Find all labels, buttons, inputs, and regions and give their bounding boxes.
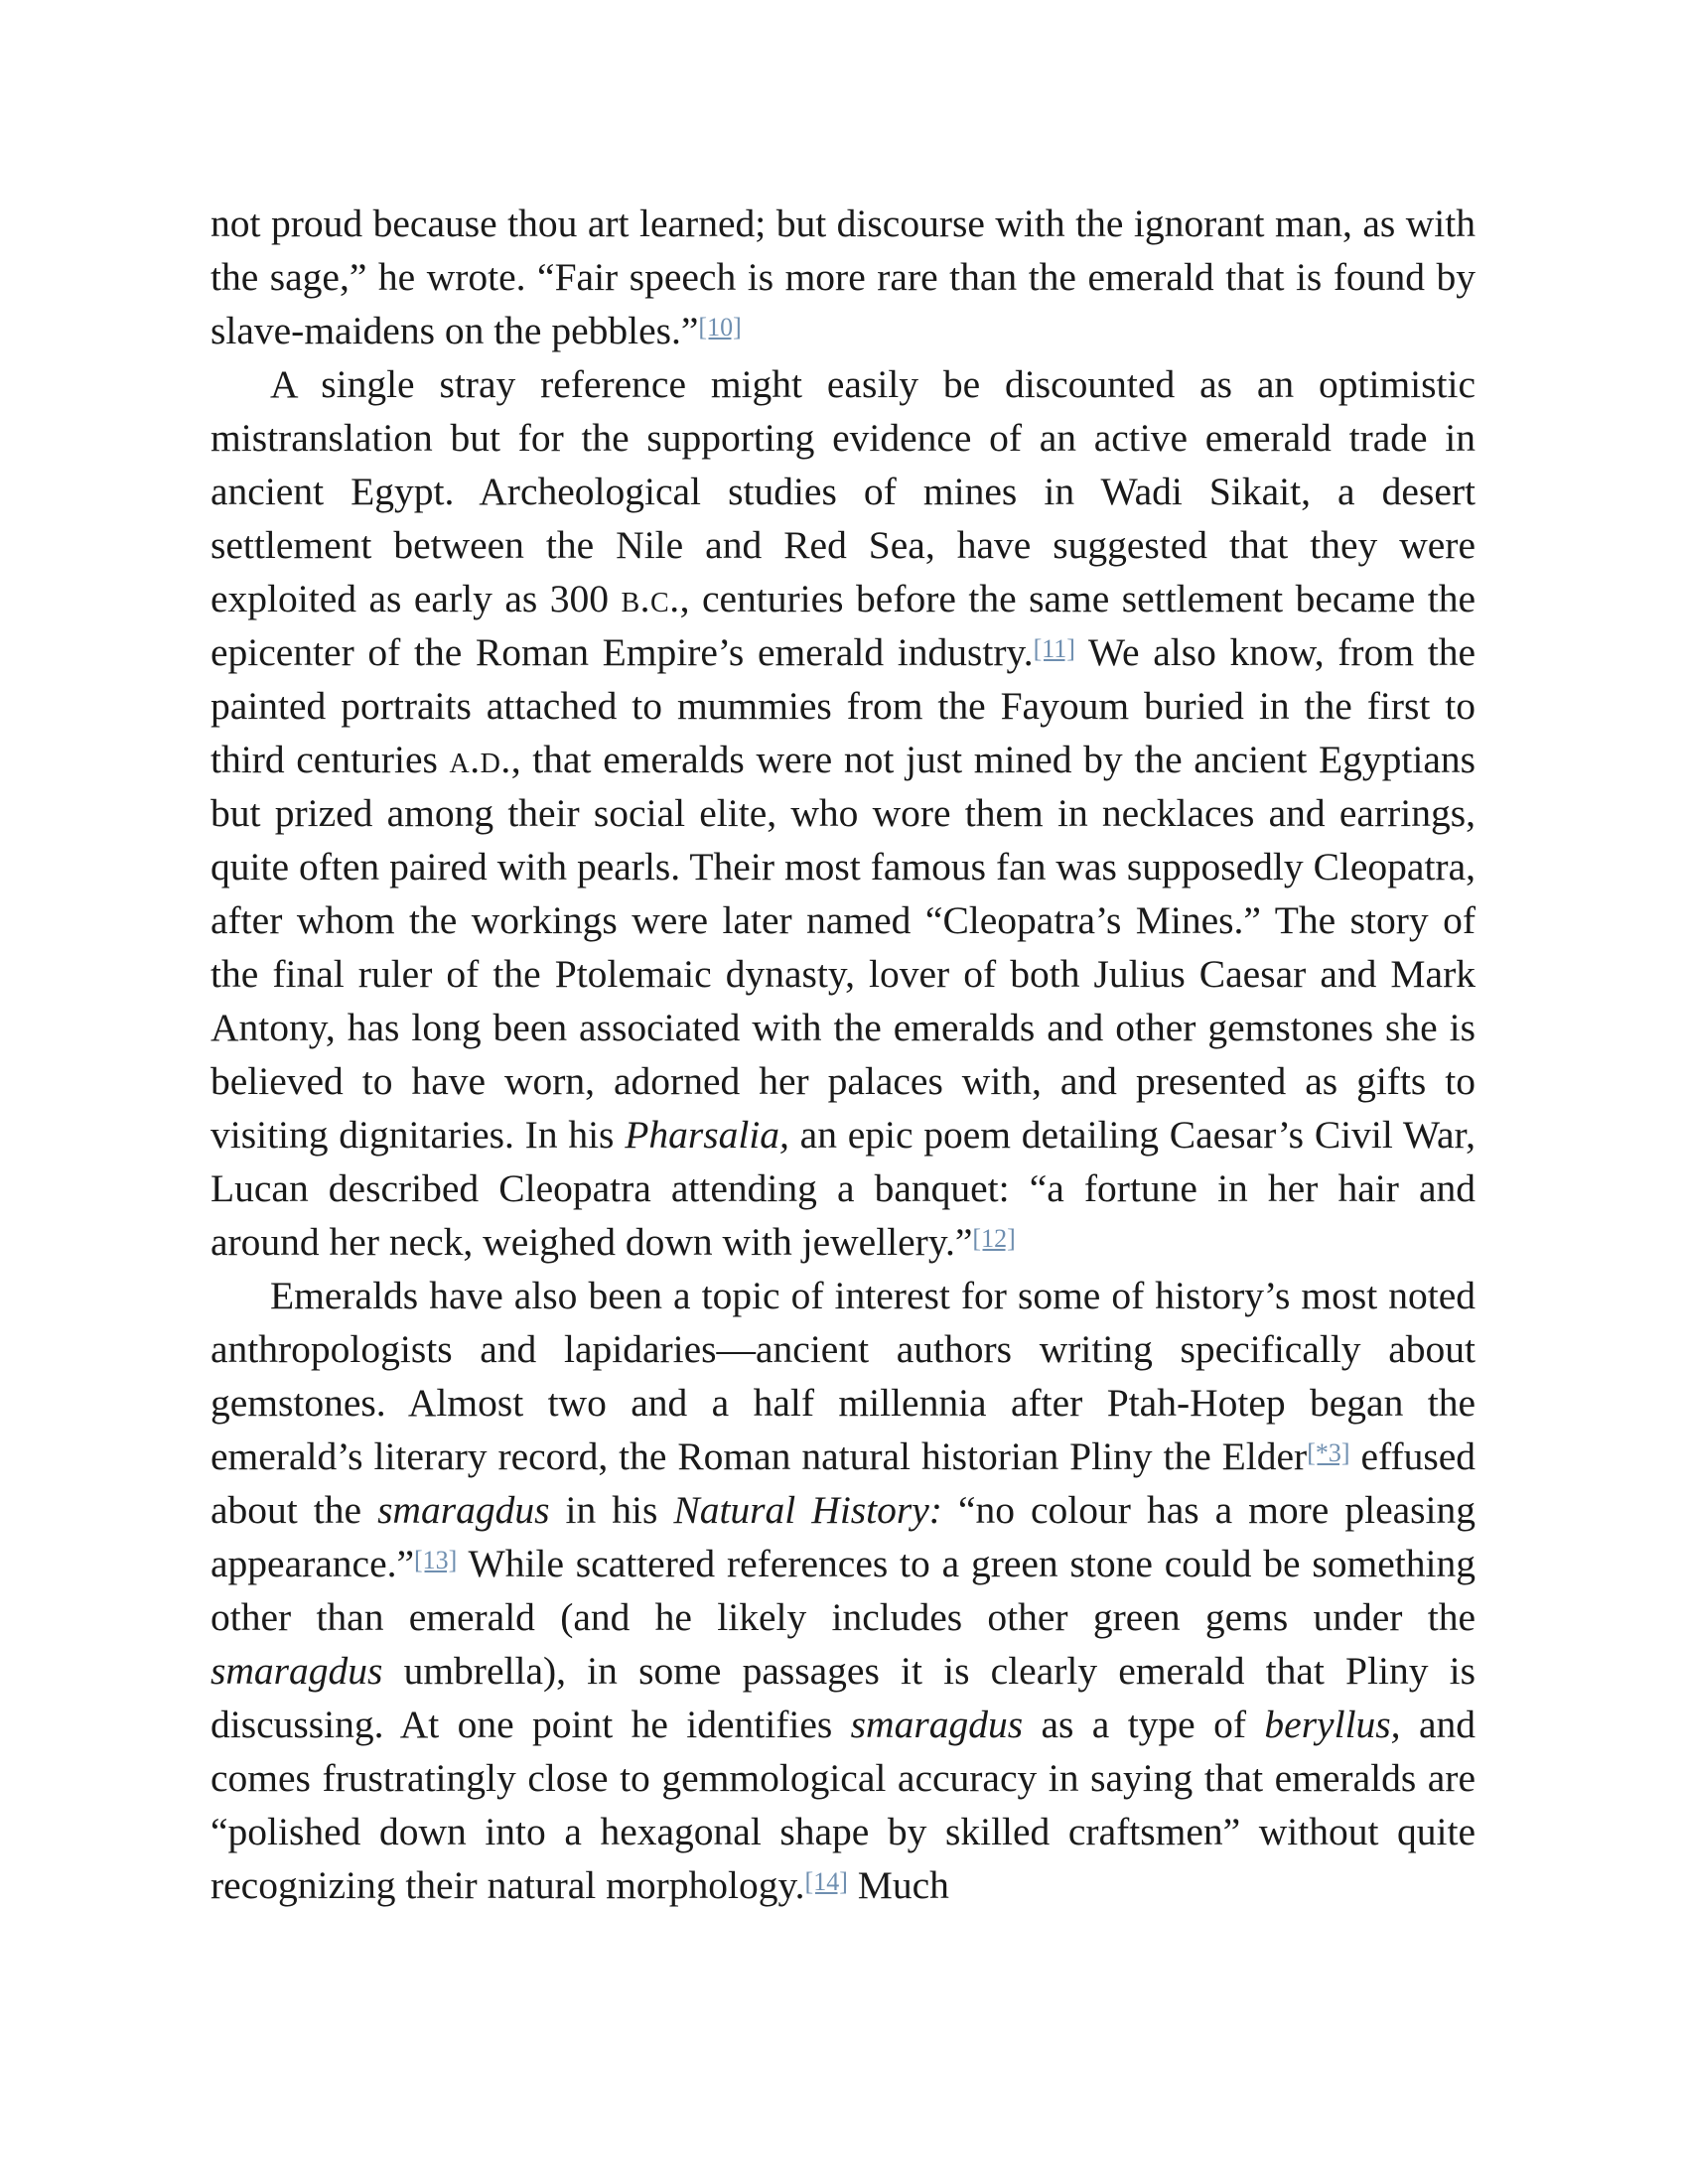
footnote-link-star-3[interactable]: [*3] xyxy=(1307,1438,1350,1467)
era-abbreviation-ad: a.d. xyxy=(449,738,511,781)
paragraph-3 xyxy=(211,1269,1476,1912)
footnote-link-14[interactable]: [14] xyxy=(804,1867,848,1896)
paragraph-text: A single stray reference might easily be discounted as an optimistic mistranslation but for the supporting evidence of an active emerald trade in ancient Egypt. Archeological studies of mines in Wadi Sikait, a desert settlement between the Nile and Red Sea, have suggested that they were exploited as early as 300 xyxy=(211,362,1476,620)
document-page xyxy=(211,197,1476,1912)
paragraph-text: “no colour has a more pleasing appearance.” xyxy=(211,1488,1476,1585)
paragraph-text: an epic poem detailing Caesar’s Civil War, Lucan described Cleopatra attending a banquet: “a fortune in her hair and around her neck, weighed down with jewellery.” xyxy=(211,1113,1476,1264)
footnote-link-12[interactable]: [12] xyxy=(972,1224,1016,1253)
italic-term: smaragdus xyxy=(377,1488,550,1532)
footnote-link-13[interactable]: [13] xyxy=(414,1546,458,1574)
paragraph-text: , that emeralds were not just mined by the ancient Egyptians but prized among their social elite, who wore them in necklaces and earrings, quite often paired with pearls. Their most famous fan was supposedly Cleopatra, after whom the workings were later named “Cleopatra’s Mines.” The story of the final ruler of the Ptolemaic dynasty, lover of both Julius Caesar and Mark Antony, has long been associated with the emeralds and other gemstones she is believed to have worn, adorned her palaces with, and presented as gifts to visiting dignitaries. In his xyxy=(211,738,1476,1157)
paragraph-text: as a type of xyxy=(1023,1703,1265,1746)
paragraph-text: While scattered references to a green stone could be something other than emerald (and he likely includes other green gems under the xyxy=(211,1542,1476,1639)
italic-term: smaragdus xyxy=(850,1703,1024,1746)
paragraph-2 xyxy=(211,357,1476,1269)
paragraph-text: umbrella), in some passages it is clearly emerald that Pliny is discussing. At one point he identifies xyxy=(211,1649,1476,1746)
footnote-link-11[interactable]: [11] xyxy=(1033,634,1075,663)
paragraph-text: in his xyxy=(549,1488,674,1532)
paragraph-text: We also know, from the painted portraits attached to mummies from the Fayoum buried in the first to third centuries xyxy=(211,630,1476,781)
era-abbreviation-bc: b.c. xyxy=(621,577,680,620)
paragraph-text: Much xyxy=(847,1863,949,1907)
italic-title: Natural History: xyxy=(673,1488,942,1532)
paragraph-text: and comes frustratingly close to gemmological accuracy in saying that emeralds are “polished down into a hexagonal shape by skilled craftsmen” without quite recognizing their natural morphology. xyxy=(211,1703,1476,1907)
italic-term: smaragdus xyxy=(211,1649,383,1693)
paragraph-text: Emeralds have also been a topic of interest for some of history’s most noted anthropologists and lapidaries—ancient authors writing specifically about gemstones. Almost two and a half millennia after Ptah-Hotep began the emerald’s literary record, the Roman natural historian Pliny the Elder xyxy=(211,1274,1476,1478)
paragraph-1 xyxy=(211,197,1476,357)
paragraph-text: not proud because thou art learned; but discourse with the ignorant man, as with the sage,” he wrote. “Fair speech is more rare than the emerald that is found by slave-maidens on the pebbles.” xyxy=(211,202,1476,352)
italic-term: beryllus, xyxy=(1264,1703,1401,1746)
paragraph-text: effused about the xyxy=(211,1434,1476,1532)
footnote-link-10[interactable]: [10] xyxy=(698,313,742,341)
italic-title: Pharsalia, xyxy=(625,1113,789,1157)
paragraph-text: , centuries before the same settlement became the epicenter of the Roman Empire’s emerald industry. xyxy=(211,577,1476,674)
